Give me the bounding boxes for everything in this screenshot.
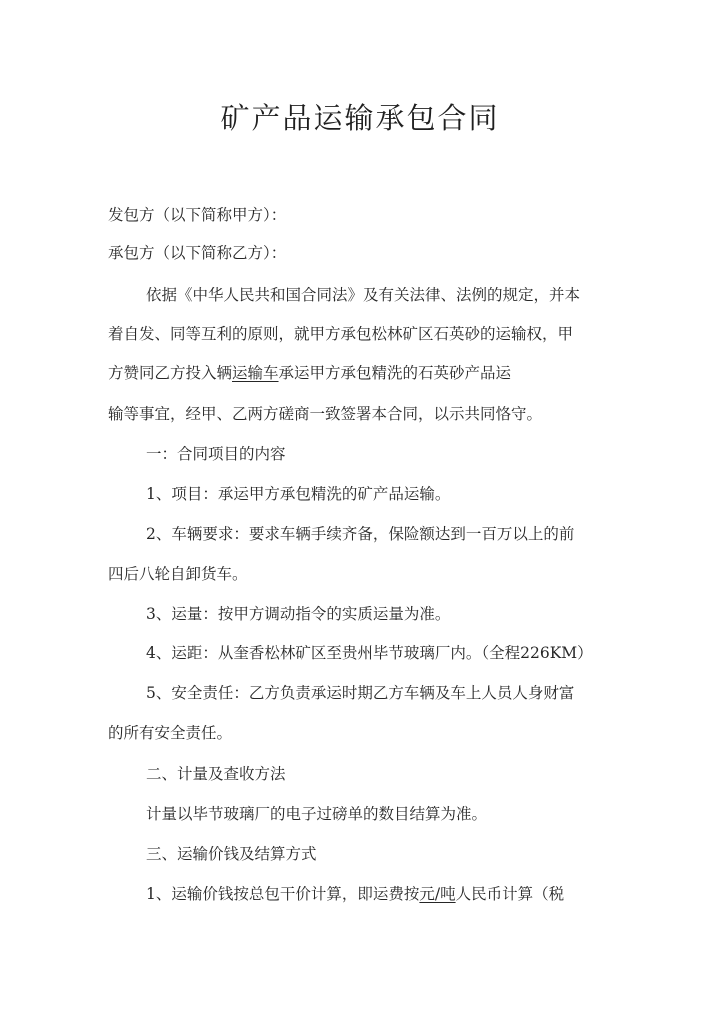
intro-underlined-vehicle: 运输车 — [232, 364, 279, 382]
party-a-line: 发包方（以下简称甲方）： — [108, 206, 287, 224]
section1-item5-line2: 的所有安全责任。 — [108, 724, 233, 742]
section3-item1-part-a: 1、运输价钱按总包干价计算，即运费按 — [146, 885, 420, 903]
intro-line-4: 输等事宜，经甲、乙两方磋商一致签署本合同，以示共同恪守。 — [108, 405, 543, 423]
section3-heading: 三、运输价钱及结算方式 — [146, 845, 317, 863]
section1-item5-line1: 5、安全责任：乙方负责承运时期乙方车辆及车上人员人身财富 — [146, 684, 575, 702]
party-b-line: 承包方（以下简称乙方）： — [108, 244, 287, 262]
section1-item2-line2: 四后八轮自卸货车。 — [108, 565, 248, 583]
section1-item1: 1、项目：承运甲方承包精洗的矿产品运输。 — [146, 485, 451, 503]
section1-item4: 4、运距：从奎香松林矿区至贵州毕节玻璃厂内。（全程226KM） — [146, 644, 593, 662]
section1-item3: 3、运量：按甲方调动指令的实质运量为准。 — [146, 605, 451, 623]
intro-line-2: 着自发、同等互利的原则，就甲方承包松林矿区石英砂的运输权，甲 — [108, 325, 574, 343]
intro-line-3 — [108, 361, 511, 383]
intro-line-3-part-a: 方赞同乙方投入辆 — [108, 364, 233, 382]
section1-item2-line1: 2、车辆要求：要求车辆手续齐备，保险额达到一百万以上的前 — [146, 525, 575, 543]
section3-item1 — [146, 882, 564, 904]
intro-line-1: 依据《中华人民共和国合同法》及有关法律、法例的规定，并本 — [146, 286, 581, 304]
intro-line-3-part-c: 承运甲方承包精洗的石英砂产品运 — [278, 364, 512, 382]
document-title: 矿产品运输承包合同 — [220, 101, 500, 135]
section3-item1-part-c: 人民币计算（税 — [455, 885, 565, 903]
section1-heading: 一：合同项目的内容 — [146, 445, 286, 463]
section2-text: 计量以毕节玻璃厂的电子过磅单的数目结算为准。 — [146, 805, 488, 823]
section3-underlined-unit: 元/吨 — [419, 885, 456, 903]
section2-heading: 二、计量及查收方法 — [146, 765, 286, 783]
